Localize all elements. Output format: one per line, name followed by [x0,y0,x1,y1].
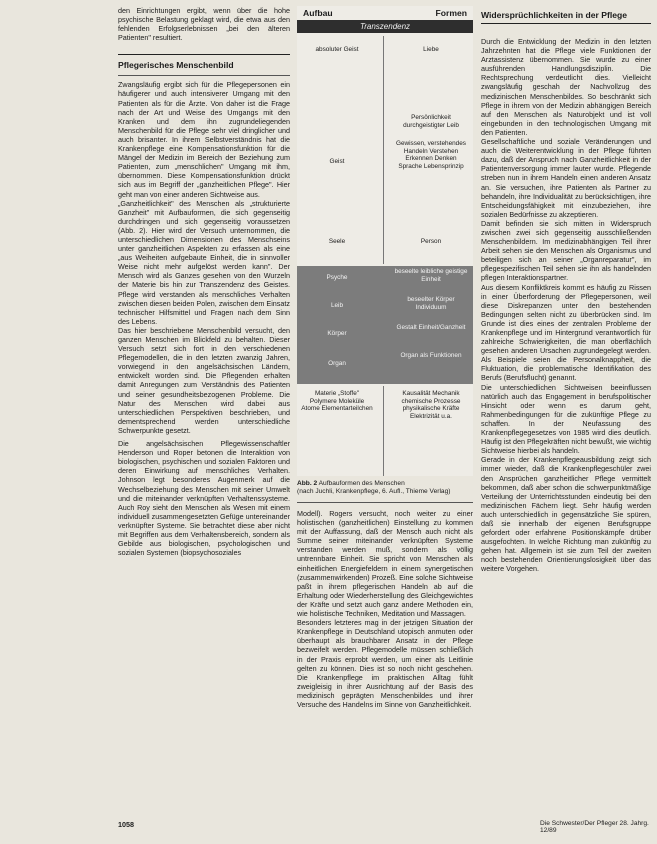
caption-label: Abb. 2 [297,480,318,487]
diagram-row-right: Kausalität Mechanik chemische Prozesse physikalische Kräfte Elektrizität u.a. [401,390,461,420]
right-heading-box [481,10,651,24]
paragraph: Zwangsläufig ergibt sich für die Pflegepersonen ein häufigerer und auch intensiverer Umgang mit den Patienten als für die Ärzte. Von daher ist die Frage nach der Art und Weise des Umgangs mit den Kranken und dem ihn zugrundeliegenden Menschenbild für die Pflege sehr viel dringlicher und auch brisanter. In ihrem Selbstverständnis hat die Krankenpflege eine Kompensationsfunktion für die Mängel der Medizin im Bereich der Beziehung zum Patienten, zum „menschlichen" Umgang mit ihm, übernommen. Diese Kompensationsfunktion drückt sich aus im Begriff der „ganzheitlichen Pflege". Hier geht man von einer anderen Sichtweise aus. [118,80,290,199]
paragraph: Aus diesem Konfliktkreis kommt es häufig zu Rissen in einer Überforderung der Pflegepersonen, weil diese Diskrepanzen unter den bestehenden Bedingungen selten nicht zu überbrücken sind. Im Grunde ist dies eines der zentralen Probleme der Krankenpflege und im Hintergrund verantwortlich für zahlreiche Schwierigkeiten, die man oberflächlich gesehen anderen Ursachen zugrundegelegt werden. Als Beispiele seien die Personalknappheit, die Fluktuation, die problematische Identifikation des Berufs (Berufsflucht) genannt. [481,282,651,383]
diagram-divider [383,36,384,264]
diagram-divider [383,386,384,476]
diagram-row-left: Geist [329,158,345,165]
middle-column [297,6,473,709]
diagram-row-right: Organ als Funktionen [400,352,462,359]
caption-text: Aufbauformen des Menschen [318,480,405,487]
journal-footer: Die Schwester/Der Pfleger 28. Jahrg. 12/89 [540,820,649,834]
figure-caption [297,480,473,496]
paragraph: „Ganzheitlichkeit" des Menschen als „strukturierte Ganzheit" mit Aufbauformen, die sich gegenseitig durchdringen und sich gegenseitig voraussetzen (Abb. 2). Hier wird der Versuch unternommen, die unterschiedlichen Dimensionen des Menschseins unter ganzheitlichen Aspekten zu erfassen als eine „aus Weiheiten aufgebaute Einheit, die in sinnvoller Weise nicht mehr aufgelöst werden kann". Der Mensch wird als Ganzes gesehen von den Wurzeln der Materie bis hin zur Transzendenz des Geistes. Pflege wird verstanden als menschliches Verhalten zwischen diesen beiden Polen, zwischen dem Einsatz technischer Hilfsmittel und Fragen nach dem Sinn des Lebens. [118,198,290,326]
paragraph: Gerade in der Krankenpflegeausbildung zeigt sich immer wieder, daß die Krankenpflegeschüler zwei den Ansprüchen ganzheitlicher Pflege vermittelt bekommen, daß aber schon die schwerpunktmäßige Verteilung der Unterrichtsstunden eindeutig bei den medizinischen Fächern liegt. Sehr häufig werden auch unterschiedlich in gegensätzliche Sie spüren, daß sie innerhalb der eigenen Berufsgruppe gefordert oder erfahrene Positionskämpfe drüber ausgefochten. In welche Richtung man zukünftig zu gehen hat. Allgemein ist sie zum Teil der zweiten noch bestehenden Orientierungslosigkeit über das weitere Vorgehen. [481,455,651,574]
section-rule [118,54,290,55]
diagram-row-left: Seele [328,238,346,245]
transzendenz-bar: Transzendenz [297,20,473,33]
diagram-row-left: Psyche [326,274,348,281]
section-heading-widersprueche: Widersprüchlichkeiten in der Pflege [481,10,628,20]
right-column [481,6,651,574]
diagram-dark-zone [297,266,473,384]
diagram-header-left: Aufbau [303,8,333,18]
paragraph: Die unterschiedlichen Sichtweisen beeinflussen natürlich auch das Engagement in berufspolitischer Hinsicht oder wenn es darum geht, Rahmenbedingungen für die zukünftige Pflege zu schaffen. In der Neufassung des Krankenpflegegesetzes von 1985 wird dies deutlich. Häufig ist den Pflegekräften nicht bewußt, wie wichtig Sichtweise hierbei als handeln. [481,382,651,456]
diagram-header [297,6,473,20]
paragraph: Durch die Entwicklung der Medizin in den letzten Jahrzehnten hat die Pflege viele Funktionen der Arztassistenz übernommen. Sie wurde zu einer ausführenden Handlungsdisziplin. Die Rechtsprechung verdeutlicht dies. Vielleicht zwangsläufig geschah der Nachvollzug des medizinischen Menschenbildes. So beschränkt sich Pflege in ihrem von der Medizin abhängigen Bereich auf den Menschen als Naturobjekt und ist voll eingebunden in den technologischen Umgang mit den Patienten. [481,37,651,137]
diagram-row-right: Gestalt Einheit/Ganzheit [396,324,466,331]
diagram-header-right: Formen [435,8,467,18]
paragraph: Die angelsächsischen Pflegewissenschaftler Henderson und Roper betonen die Interaktion von biologischen, psychischen und sozialen Faktoren und deren Einwirkung auf menschliches Verhalten. Johnson legt besonderes Augenmerk auf die Wechselbeziehung des Menschen mit seiner Umwelt und die miteinander verknüpften Verhaltenssysteme. Auch Roy sieht den Menschen als Wesen mit einem individuell zusammengesetzten Gefüge untereinander verknüpfter Systeme. Sie betrachtet diese aber nicht mit Begriffen aus dem Verhaltensbereich, sondern als Gebilde aus biologischen, psychologischen und sozialen Systemen (biopsychosoziales [118,439,290,558]
paragraph: Besonders letzteres mag in der jetzigen Situation der Krankenpflege in Deutschland utopisch anmuten oder überhaupt als brauchbarer Ansatz in der Pflege bezweifelt werden. Pflegemodelle müssen schließlich in der Praxis erprobt werden, um einer als Leitlinie gelten zu können. Dies ist so noch nicht geschehen. Die Krankenpflege im praktischen Alltag fühlt zweigleisig in ihrer Ausrichtung auf der Basis des medizinisch geprägten Menschenbildes und ihrer Versuche des Handelns im Sinne von Ganzheitlichkeit. [297,618,473,709]
diagram-row-left: Materie „Stoffe" Polymere Moleküle Atome Elementarteilchen [301,390,373,413]
section-heading-menschenbild: Pflegerisches Menschenbild [118,60,234,71]
paragraph: Damit befinden sie sich mitten in Widerspruch zwischen zwei sich gegenseitig ausschließenden Menschenbildern. Im medizinabhängigen Teil ihrer Arbeit sehen sie den Menschen als Organismus und beteiligen sich an seiner „Organreparatur", im pflegespezifischen Teil sehen sie ihn als handelnden pflegen Interaktionspartner. [481,218,651,283]
diagram-row-left: absoluter Geist [315,46,359,53]
diagram-row-right: Person [420,238,442,245]
diagram-row-right: Persönlichkeit durchgeistigter Leib [403,114,459,129]
diagram-row-right: beseelter Körper Individuum [407,296,455,311]
diagram-row-right: Liebe [423,46,439,53]
diagram-row-left: Organ [328,360,346,367]
paragraph: Modell). Rogers versucht, noch weiter zu einer holistischen (ganzheitlichen) Einstellung zu kommen mit der Auffassung, daß der Mensch auch nicht als Summe seiner miteinander verknüpften Systeme verstanden werden muß, sondern als völlig untrennbare Einheit. Sie spricht von Menschen als einheitlichen Energiefeldern in einem synergetischen (zusammenwirkenden) Prozeß. Eine solche Sichtweise paßt in ihrem pflegerischen Handeln ab auf die Erhaltung oder Wiederherstellung des Gleichgewichtes der Kräfte und setzt auch ganz andere Methoden ein, wie holistische Techniken, Meditation und Massagen. [297,509,473,619]
diagram-row-left: Leib [330,302,344,309]
diagram-row-left: Körper [327,330,347,337]
page-number: 1058 [118,820,134,829]
diagram-row-right: beseelte leibliche geistige Einheit [394,268,468,283]
paragraph: Das hier beschriebene Menschenbild versucht, den ganzen Menschen im Blickfeld zu behalten. Dieser Versuch setzt sich fort in den verschiedenen Pflegemodellen, die in den letzten zwanzig Jahren, vorwiegend in den angelsächsischen Ländern, entwickelt worden sind. Die Pflegenden erhalten damit Anregungen zum Verständnis des Patienten und seiner gesundheitsbezogenen Probleme. Die Natur des Menschen wird dabei aus unterschiedlichen Perspektiven beschrieben, und dementsprechend werden unterschiedliche Schwerpunkte gesetzt. [118,325,290,435]
caption-source: (nach Juchli, Krankenpflege, 6. Aufl., Thieme Verlag) [297,488,451,495]
paragraph: Gesellschaftliche und soziale Veränderungen und auch die Weiterentwicklung in der Pflege führten dazu, daß der Anspruch nach Ganzheitlichkeit in der Patientenversorgung immer lauter wurde. Pflegende streben nun in ihrem Handeln einen anderen Ansatz an. Sie versuchen, ihre Patienten als Partner zu behandeln, ihre Individualität zu berücksichtigen, ihre Entscheidungsfähigkeit mit einzubeziehen, ihre sozialen Bedürfnisse zu akzeptieren. [481,137,651,219]
diagram-row-right: Gewissen, verstehendes Handeln Verstehen Erkennen Denken Sprache Lebensprinzip [396,140,466,170]
intro-paragraph: den Einrichtungen ergibt, wenn über die hohe psychische Belastung geklagt wird, die etwa aus den fehlenden Erfolgserlebnissen „bei den älteren Patienten" resultiert. [118,6,290,43]
aufbau-formen-diagram [297,6,473,476]
heading-underline [118,75,290,76]
left-column [118,6,290,557]
caption-rule [297,502,473,503]
